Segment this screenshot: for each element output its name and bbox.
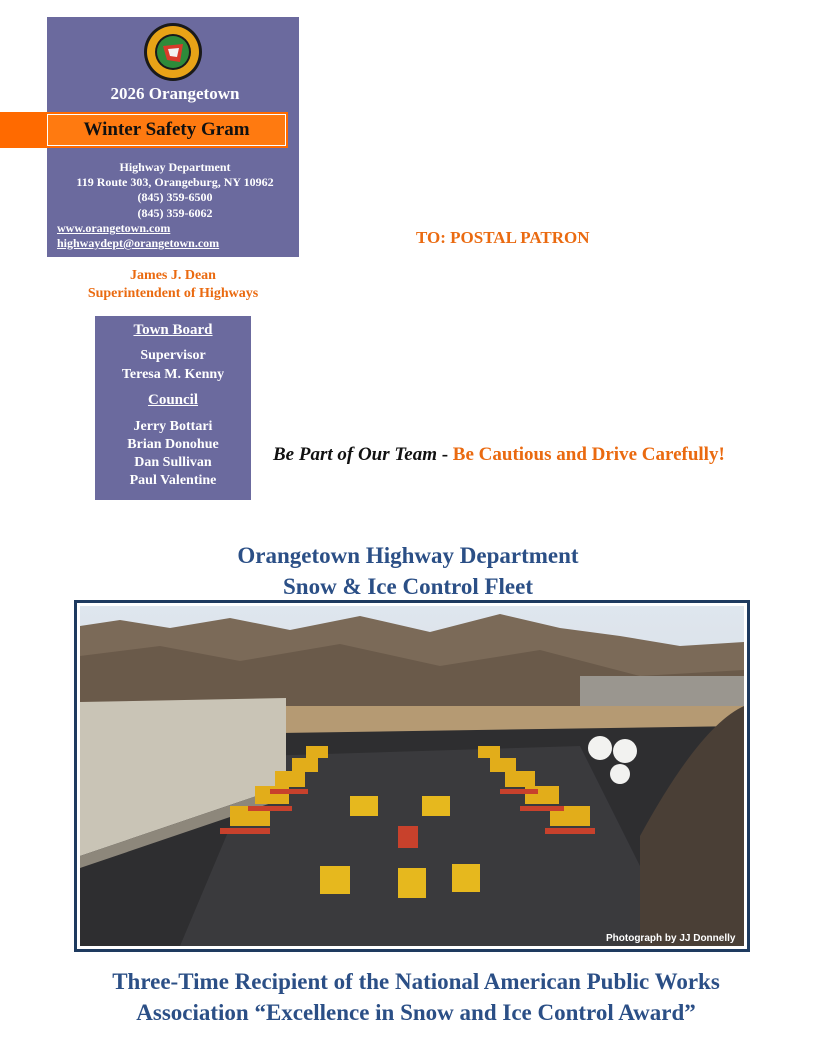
website-link[interactable]: www.orangetown.com bbox=[57, 221, 171, 235]
fleet-title-line1: Orangetown Highway Department bbox=[237, 543, 579, 568]
council-member: Brian Donohue bbox=[127, 437, 219, 452]
superintendent-block bbox=[47, 267, 299, 303]
slogan-dash: - bbox=[436, 444, 453, 465]
slogan-rest: Be Cautious and Drive Carefully! bbox=[452, 444, 725, 465]
safety-slogan bbox=[273, 444, 725, 466]
phone-2: (845) 359-6062 bbox=[137, 206, 213, 220]
department-address: 119 Route 303, Orangeburg, NY 10962 bbox=[76, 175, 274, 189]
town-seal-logo bbox=[143, 22, 203, 82]
fleet-title-line2: Snow & Ice Control Fleet bbox=[283, 574, 533, 599]
award-line2: Association “Excellence in Snow and Ice Control Award” bbox=[136, 1000, 696, 1025]
award-statement bbox=[0, 966, 816, 1028]
publication-year-title: 2026 Orangetown bbox=[110, 84, 240, 103]
council-member: Jerry Bottari bbox=[133, 419, 213, 434]
town-board-box bbox=[95, 316, 251, 500]
council-heading: Council bbox=[147, 392, 198, 408]
fleet-title bbox=[0, 540, 816, 602]
superintendent-name: James J. Dean bbox=[130, 268, 216, 283]
recipient-line: TO: POSTAL PATRON bbox=[416, 228, 590, 247]
photo-credit: Photograph by JJ Donnelly bbox=[606, 933, 736, 944]
superintendent-title: Superintendent of Highways bbox=[87, 286, 259, 301]
award-line1: Three-Time Recipient of the National American Public Works bbox=[112, 969, 720, 994]
council-member: Dan Sullivan bbox=[134, 455, 212, 470]
supervisor-name: Teresa M. Kenny bbox=[121, 367, 225, 382]
council-member: Paul Valentine bbox=[129, 473, 217, 488]
town-board-heading: Town Board bbox=[133, 322, 213, 338]
phone-1: (845) 359-6500 bbox=[137, 190, 213, 204]
department-name: Highway Department bbox=[119, 160, 231, 174]
fleet-photo bbox=[80, 606, 744, 946]
email-link[interactable]: highwaydept@orangetown.com bbox=[57, 236, 220, 250]
supervisor-label: Supervisor bbox=[140, 348, 206, 363]
slogan-lead: Be Part of Our Team bbox=[273, 444, 437, 465]
banner-title: Winter Safety Gram bbox=[47, 114, 286, 146]
